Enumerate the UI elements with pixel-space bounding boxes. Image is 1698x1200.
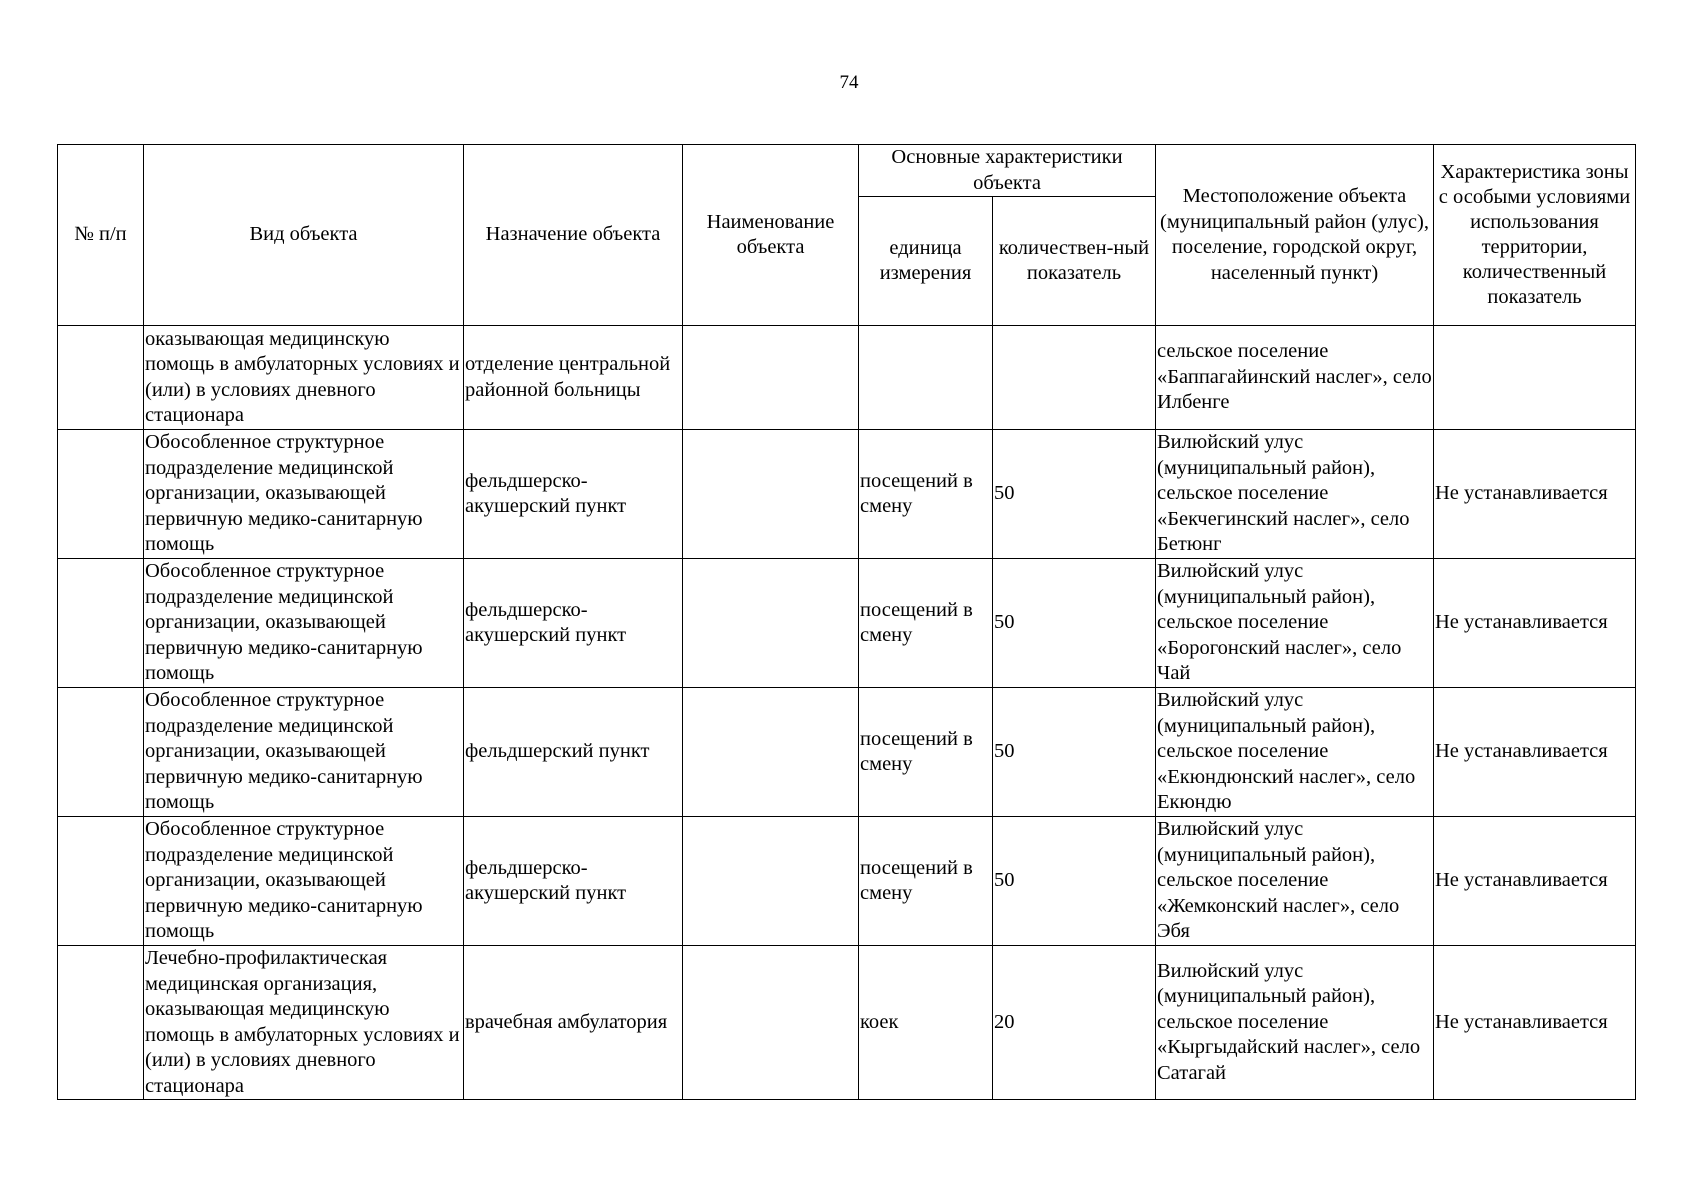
cell-name — [683, 946, 859, 1100]
table-row — [58, 559, 1636, 688]
cell-unit: посещений в смену — [859, 559, 993, 688]
cell-name — [683, 430, 859, 559]
cell-object-type: Обособленное структурное подразделение медицинской организации, оказывающей первичную медико-санитарную помощь — [144, 559, 464, 688]
header-quantity: количествен-ный показатель — [993, 197, 1156, 326]
cell-quantity: 20 — [993, 946, 1156, 1100]
cell-unit — [859, 326, 993, 430]
table-row — [58, 326, 1636, 430]
cell-number — [58, 946, 144, 1100]
cell-zone: Не устанавливается — [1434, 817, 1636, 946]
cell-number — [58, 430, 144, 559]
cell-zone: Не устанавливается — [1434, 559, 1636, 688]
cell-name — [683, 559, 859, 688]
cell-location: Вилюйский улус (муниципальный район), сельское поселение «Екюндюнский наслег», село Екюндю — [1156, 688, 1434, 817]
cell-name — [683, 326, 859, 430]
header-main-characteristics: Основные характеристики объекта — [859, 145, 1156, 197]
header-location: Местоположение объекта (муниципальный район (улус), поселение, городской округ, населенный пункт) — [1156, 145, 1434, 326]
cell-object-type: Обособленное структурное подразделение медицинской организации, оказывающей первичную медико-санитарную помощь — [144, 688, 464, 817]
cell-location: Вилюйский улус (муниципальный район), сельское поселение «Бекчегинский наслег», село Бетюнг — [1156, 430, 1434, 559]
cell-purpose: фельдшерско-акушерский пункт — [464, 817, 683, 946]
cell-location: Вилюйский улус (муниципальный район), сельское поселение «Кыргыдайский наслег», село Сатагай — [1156, 946, 1434, 1100]
table-row — [58, 946, 1636, 1100]
table-body — [58, 326, 1636, 1100]
cell-number — [58, 817, 144, 946]
cell-object-type: Лечебно-профилактическая медицинская организация, оказывающая медицинскую помощь в амбулаторных условиях и (или) в условиях дневного стационара — [144, 946, 464, 1100]
cell-purpose: отделение центральной районной больницы — [464, 326, 683, 430]
cell-purpose: фельдшерско-акушерский пункт — [464, 430, 683, 559]
cell-number — [58, 688, 144, 817]
header-object-type: Вид объекта — [144, 145, 464, 326]
table-row — [58, 430, 1636, 559]
cell-unit: коек — [859, 946, 993, 1100]
cell-quantity: 50 — [993, 559, 1156, 688]
cell-object-type: Обособленное структурное подразделение медицинской организации, оказывающей первичную медико-санитарную помощь — [144, 817, 464, 946]
cell-purpose: фельдшерский пункт — [464, 688, 683, 817]
cell-quantity: 50 — [993, 688, 1156, 817]
cell-object-type: оказывающая медицинскую помощь в амбулаторных условиях и (или) в условиях дневного стационара — [144, 326, 464, 430]
page-number: 74 — [839, 72, 859, 93]
cell-object-type: Обособленное структурное подразделение медицинской организации, оказывающей первичную медико-санитарную помощь — [144, 430, 464, 559]
header-unit: единица измерения — [859, 197, 993, 326]
cell-unit: посещений в смену — [859, 817, 993, 946]
cell-name — [683, 817, 859, 946]
header-purpose: Назначение объекта — [464, 145, 683, 326]
cell-number — [58, 326, 144, 430]
header-name: Наименование объекта — [683, 145, 859, 326]
cell-purpose: врачебная амбулатория — [464, 946, 683, 1100]
cell-location: Вилюйский улус (муниципальный район), сельское поселение «Жемконский наслег», село Эбя — [1156, 817, 1434, 946]
cell-quantity: 50 — [993, 817, 1156, 946]
cell-name — [683, 688, 859, 817]
cell-location: Вилюйский улус (муниципальный район), сельское поселение «Борогонский наслег», село Чай — [1156, 559, 1434, 688]
cell-zone: Не устанавливается — [1434, 688, 1636, 817]
objects-table — [57, 144, 1636, 1100]
cell-unit: посещений в смену — [859, 430, 993, 559]
cell-quantity: 50 — [993, 430, 1156, 559]
cell-zone: Не устанавливается — [1434, 430, 1636, 559]
cell-zone: Не устанавливается — [1434, 946, 1636, 1100]
cell-number — [58, 559, 144, 688]
cell-quantity — [993, 326, 1156, 430]
table-row — [58, 688, 1636, 817]
cell-unit: посещений в смену — [859, 688, 993, 817]
table-row — [58, 817, 1636, 946]
header-zone: Характеристика зоны с особыми условиями использования территории, количественный показатель — [1434, 145, 1636, 326]
cell-zone — [1434, 326, 1636, 430]
header-number: № п/п — [58, 145, 144, 326]
cell-purpose: фельдшерско-акушерский пункт — [464, 559, 683, 688]
cell-location: сельское поселение «Баппагайинский наслег», село Илбенге — [1156, 326, 1434, 430]
